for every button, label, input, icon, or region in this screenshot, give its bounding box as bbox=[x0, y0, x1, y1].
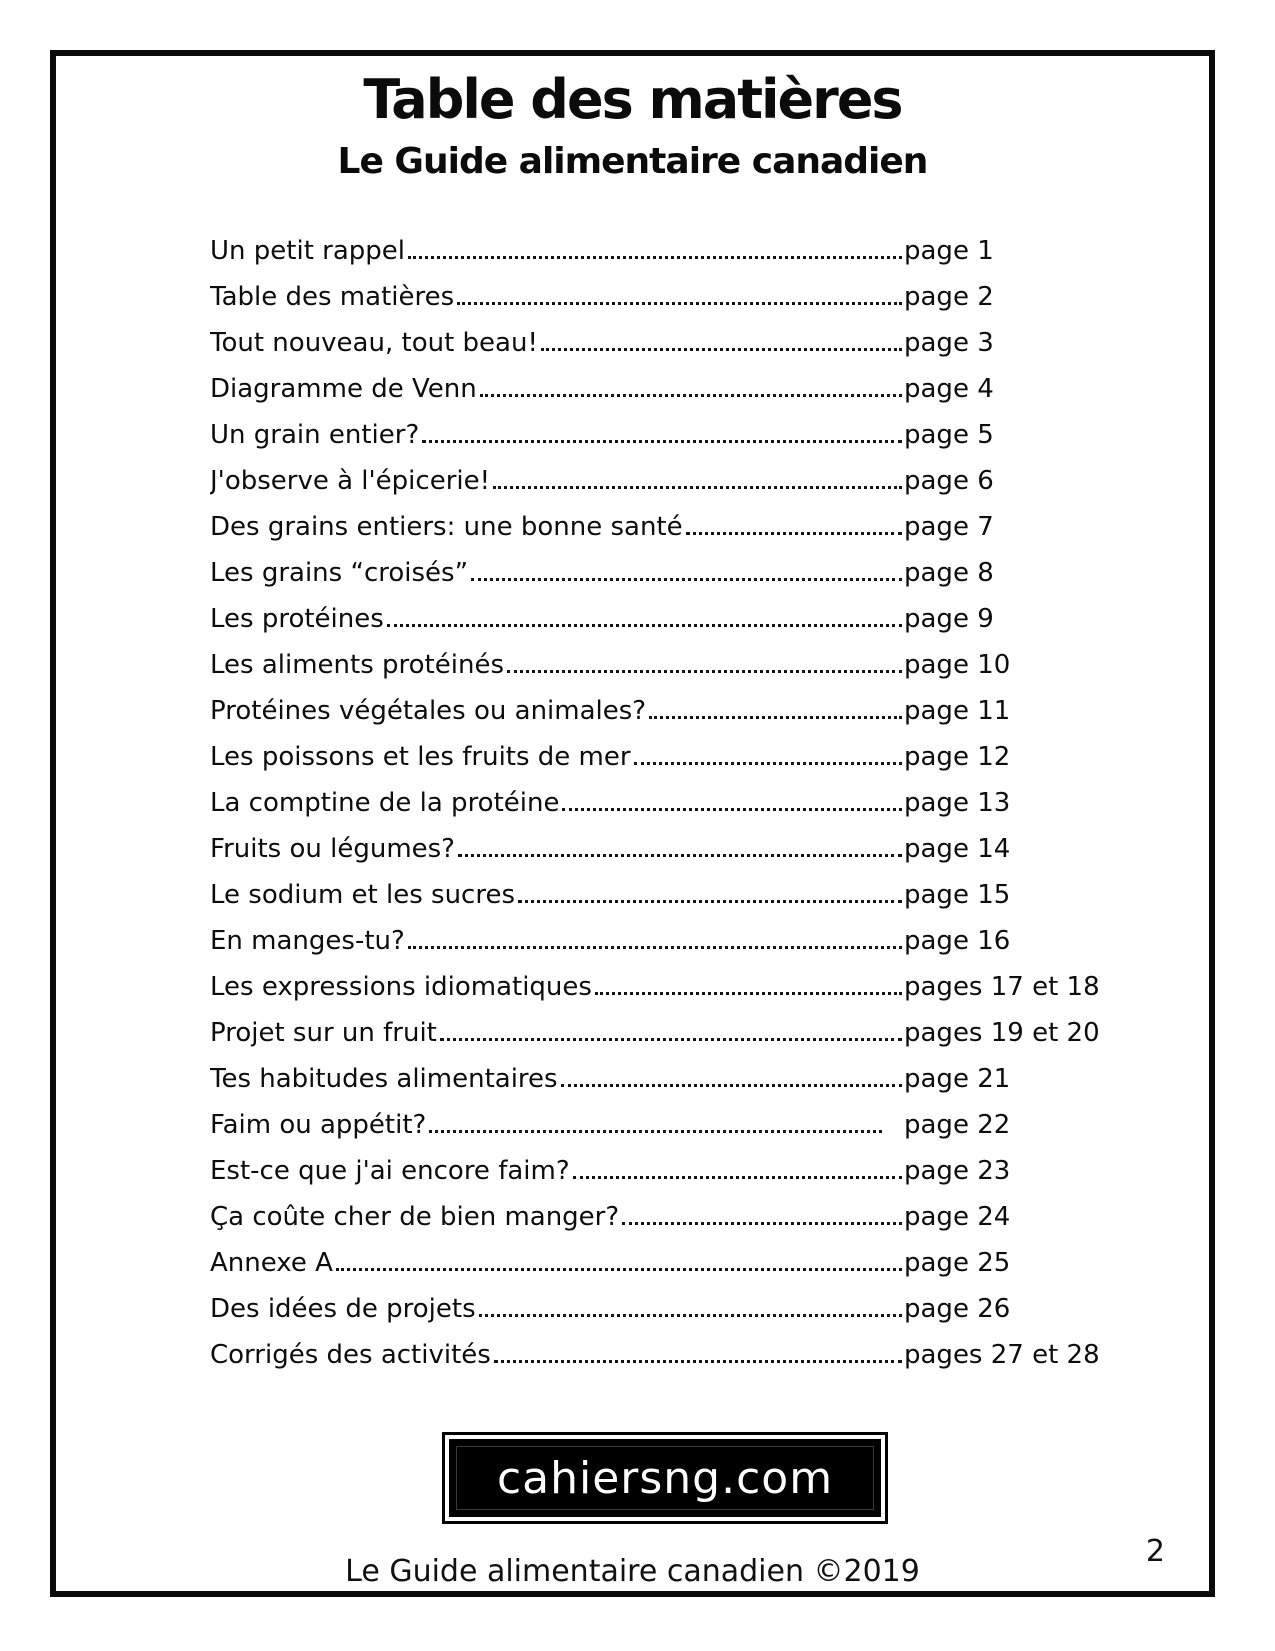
toc-entry-page: pages 19 et 20 bbox=[904, 1018, 1100, 1048]
toc-entry-label: Projet sur un fruit bbox=[210, 1018, 437, 1048]
toc-entry-label: Les protéines bbox=[210, 604, 384, 634]
toc-row bbox=[210, 1294, 1170, 1340]
toc-row-left bbox=[210, 926, 904, 956]
toc-entry-label: Tout nouveau, tout beau! bbox=[210, 328, 538, 358]
toc-row bbox=[210, 512, 1170, 558]
toc-row bbox=[210, 788, 1170, 834]
toc-entry-page: page 5 bbox=[904, 420, 994, 450]
dot-leader bbox=[479, 1314, 902, 1317]
toc-row-left bbox=[210, 1018, 904, 1048]
brand-box bbox=[442, 1432, 888, 1524]
toc-entry-page: page 15 bbox=[904, 880, 1011, 910]
dot-leader bbox=[387, 624, 902, 627]
toc-row bbox=[210, 1110, 1170, 1156]
toc-row bbox=[210, 236, 1170, 282]
toc-row bbox=[210, 880, 1170, 926]
toc-row-left bbox=[210, 374, 904, 404]
toc-entry-page: page 24 bbox=[904, 1202, 1011, 1232]
toc-row-left bbox=[210, 696, 904, 726]
toc-entry-page: page 22 bbox=[904, 1110, 1011, 1140]
toc-entry-label: Un petit rappel bbox=[210, 236, 405, 266]
dot-leader bbox=[440, 1038, 902, 1041]
toc-row bbox=[210, 328, 1170, 374]
toc-row bbox=[210, 1202, 1170, 1248]
toc-entry-label: Des idées de projets bbox=[210, 1294, 476, 1324]
toc-entry-page: page 8 bbox=[904, 558, 994, 588]
brand-label: cahiersng.com bbox=[496, 1452, 834, 1504]
dot-leader bbox=[480, 394, 902, 397]
toc-entry-label: Annexe A bbox=[210, 1248, 333, 1278]
dot-leader bbox=[634, 762, 902, 765]
dot-leader bbox=[622, 1222, 902, 1225]
toc-row bbox=[210, 282, 1170, 328]
toc-entry-label: Diagramme de Venn bbox=[210, 374, 477, 404]
toc-entry-page: page 26 bbox=[904, 1294, 1011, 1324]
toc-row bbox=[210, 1340, 1170, 1386]
footer-text: Le Guide alimentaire canadien ©2019 bbox=[345, 1554, 920, 1589]
dot-leader bbox=[408, 256, 902, 259]
toc-entry-label: Table des matières bbox=[210, 282, 455, 312]
toc-list bbox=[210, 236, 1170, 1386]
toc-row bbox=[210, 650, 1170, 696]
toc-row-left bbox=[210, 1110, 904, 1140]
dot-leader bbox=[562, 808, 902, 811]
toc-row bbox=[210, 466, 1170, 512]
toc-entry-page: page 7 bbox=[904, 512, 994, 542]
toc-row-left bbox=[210, 604, 904, 634]
toc-entry-label: Les grains “croisés” bbox=[210, 558, 469, 588]
dot-leader bbox=[493, 486, 902, 489]
dot-leader bbox=[595, 992, 902, 995]
dot-leader bbox=[507, 670, 902, 673]
toc-entry-label: Est-ce que j'ai encore faim? bbox=[210, 1156, 570, 1186]
toc-row-left bbox=[210, 1294, 904, 1324]
toc-row-left bbox=[210, 834, 904, 864]
toc-row-left bbox=[210, 328, 904, 358]
toc-entry-label: La comptine de la protéine bbox=[210, 788, 560, 818]
toc-row bbox=[210, 1064, 1170, 1110]
toc-entry-label: Protéines végétales ou animales? bbox=[210, 696, 647, 726]
dot-leader bbox=[422, 440, 902, 443]
toc-entry-label: Corrigés des activités bbox=[210, 1340, 491, 1370]
toc-entry-label: Tes habitudes alimentaires bbox=[210, 1064, 558, 1094]
toc-entry-page: page 14 bbox=[904, 834, 1011, 864]
toc-entry-label: Faim ou appétit? bbox=[210, 1110, 427, 1140]
dot-leader bbox=[429, 1130, 882, 1133]
dot-leader bbox=[458, 854, 902, 857]
toc-row-left bbox=[210, 558, 904, 588]
toc-row-left bbox=[210, 512, 904, 542]
toc-row bbox=[210, 420, 1170, 466]
toc-row-left bbox=[210, 1248, 904, 1278]
toc-entry-label: Les aliments protéinés bbox=[210, 650, 504, 680]
toc-row-left bbox=[210, 236, 904, 266]
toc-entry-page: page 6 bbox=[904, 466, 994, 496]
toc-entry-label: Un grain entier? bbox=[210, 420, 420, 450]
toc-entry-page: pages 27 et 28 bbox=[904, 1340, 1100, 1370]
toc-entry-label: Fruits ou légumes? bbox=[210, 834, 455, 864]
toc-row bbox=[210, 604, 1170, 650]
toc-entry-label: Les expressions idiomatiques bbox=[210, 972, 592, 1002]
toc-entry-page: page 3 bbox=[904, 328, 994, 358]
dot-leader bbox=[649, 716, 902, 719]
toc-entry-page: page 12 bbox=[904, 742, 1011, 772]
toc-row bbox=[210, 742, 1170, 788]
toc-entry-page: page 9 bbox=[904, 604, 994, 634]
dot-leader bbox=[686, 532, 902, 535]
toc-entry-page: page 2 bbox=[904, 282, 994, 312]
toc-row bbox=[210, 558, 1170, 604]
toc-row-left bbox=[210, 1156, 904, 1186]
toc-entry-page: page 23 bbox=[904, 1156, 1011, 1186]
page-title: Table des matières bbox=[363, 68, 902, 131]
toc-entry-label: En manges-tu? bbox=[210, 926, 405, 956]
toc-row-left bbox=[210, 880, 904, 910]
toc-row-left bbox=[210, 742, 904, 772]
dot-leader bbox=[518, 900, 902, 903]
toc-entry-page: page 10 bbox=[904, 650, 1011, 680]
toc-row-left bbox=[210, 282, 904, 312]
toc-entry-label: Ça coûte cher de bien manger? bbox=[210, 1202, 620, 1232]
dot-leader bbox=[336, 1268, 902, 1271]
toc-entry-page: page 25 bbox=[904, 1248, 1011, 1278]
toc-row-left bbox=[210, 1064, 904, 1094]
dot-leader bbox=[573, 1176, 902, 1179]
toc-row-left bbox=[210, 466, 904, 496]
toc-row bbox=[210, 926, 1170, 972]
toc-entry-label: Des grains entiers: une bonne santé bbox=[210, 512, 683, 542]
dot-leader bbox=[408, 946, 902, 949]
toc-entry-page: page 11 bbox=[904, 696, 1011, 726]
toc-row-left bbox=[210, 1202, 904, 1232]
page-border bbox=[50, 50, 1215, 1597]
dot-leader bbox=[494, 1360, 902, 1363]
toc-row bbox=[210, 696, 1170, 742]
toc-row-left bbox=[210, 788, 904, 818]
brand-box-inner bbox=[449, 1439, 881, 1517]
toc-row bbox=[210, 1248, 1170, 1294]
toc-entry-page: page 16 bbox=[904, 926, 1011, 956]
toc-entry-label: J'observe à l'épicerie! bbox=[210, 466, 491, 496]
toc-row-left bbox=[210, 420, 904, 450]
toc-entry-label: Les poissons et les fruits de mer bbox=[210, 742, 631, 772]
toc-entry-page: pages 17 et 18 bbox=[904, 972, 1100, 1002]
page-number: 2 bbox=[1145, 1534, 1165, 1569]
toc-row bbox=[210, 1018, 1170, 1064]
toc-entry-page: page 13 bbox=[904, 788, 1011, 818]
toc-entry-label: Le sodium et les sucres bbox=[210, 880, 516, 910]
dot-leader bbox=[457, 302, 902, 305]
toc-row bbox=[210, 374, 1170, 420]
toc-row-left bbox=[210, 1340, 904, 1370]
toc-row-left bbox=[210, 972, 904, 1002]
toc-row bbox=[210, 834, 1170, 880]
toc-row-left bbox=[210, 650, 904, 680]
toc-row bbox=[210, 1156, 1170, 1202]
toc-entry-page: page 4 bbox=[904, 374, 994, 404]
toc-entry-page: page 21 bbox=[904, 1064, 1011, 1094]
toc-entry-page: page 1 bbox=[904, 236, 994, 266]
toc-row bbox=[210, 972, 1170, 1018]
dot-leader bbox=[541, 348, 902, 351]
page-subtitle: Le Guide alimentaire canadien bbox=[337, 141, 928, 182]
dot-leader bbox=[561, 1084, 902, 1087]
dot-leader bbox=[471, 578, 902, 581]
